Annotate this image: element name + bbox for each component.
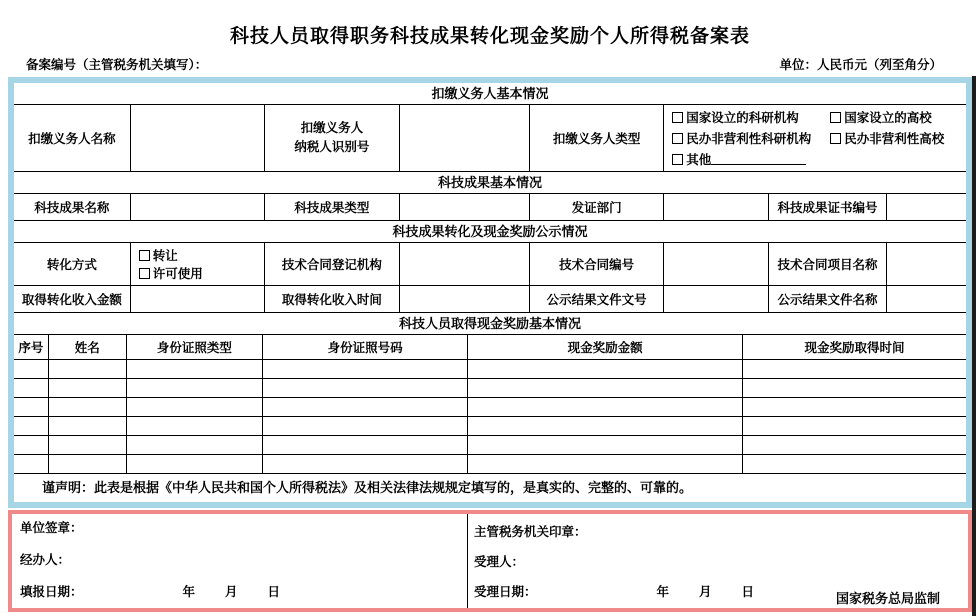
checkbox-icon (830, 112, 841, 123)
page-edge-line (972, 76, 976, 616)
income-time-label: 取得转化收入时间 (265, 286, 399, 313)
record-number-label[interactable]: 备案编号（主管税务机关填写）： (26, 58, 208, 72)
empty-cell[interactable] (126, 398, 262, 417)
col-header-reward-time: 现金奖励取得时间 (743, 335, 966, 360)
table-row (14, 436, 966, 455)
filer-signature-block (12, 514, 468, 608)
checkbox-icon (672, 112, 683, 123)
transform-method-options (130, 243, 264, 286)
checkbox-icon (139, 250, 150, 261)
empty-cell[interactable] (126, 379, 262, 398)
checkbox-other[interactable] (672, 150, 830, 168)
checkbox-private-nonprofit-research-institute[interactable] (672, 129, 830, 147)
authority-seal-label: 主管税务机关印章： (474, 525, 587, 539)
empty-cell[interactable] (743, 398, 966, 417)
withholding-agent-tin-cell[interactable] (399, 105, 529, 172)
empty-cell[interactable] (126, 417, 262, 436)
empty-cell[interactable] (14, 436, 48, 455)
empty-cell[interactable] (743, 379, 966, 398)
empty-cell[interactable] (468, 436, 743, 455)
month-label: 月 (699, 585, 712, 599)
achievement-type-cell[interactable] (399, 194, 529, 221)
declaration-text: 谨声明：此表是根据《中华人民共和国个人所得税法》及相关法律法规规定填写的，是真实的、完整的、可靠的。 (42, 480, 693, 495)
table-row (14, 360, 966, 379)
empty-cell[interactable] (468, 360, 743, 379)
section-title-withholding-agent: 扣缴义务人基本情况 (14, 83, 966, 105)
empty-cell[interactable] (14, 379, 48, 398)
contract-registry-label: 技术合同登记机构 (265, 243, 399, 286)
year-label: 年 (656, 585, 670, 599)
contract-project-name-label: 技术合同项目名称 (769, 243, 886, 286)
income-time-cell[interactable] (399, 286, 529, 313)
checkbox-state-research-institute[interactable] (672, 108, 830, 126)
checkbox-label: 国家设立的高校 (844, 111, 932, 125)
checkbox-icon (830, 133, 841, 144)
checkbox-icon (672, 154, 683, 165)
col-header-id-type: 身份证照类型 (126, 335, 262, 360)
empty-cell[interactable] (743, 360, 966, 379)
contract-project-name-cell[interactable] (886, 243, 966, 286)
table-row (14, 398, 966, 417)
contract-number-label: 技术合同编号 (529, 243, 663, 286)
filing-date-label[interactable]: 填报日期： (20, 585, 83, 599)
empty-cell[interactable] (48, 436, 126, 455)
table-row (14, 455, 966, 474)
col-header-name: 姓名 (48, 335, 126, 360)
checkbox-icon (139, 268, 150, 279)
table-row (14, 417, 966, 436)
empty-cell[interactable] (14, 360, 48, 379)
reward-table-body (14, 360, 966, 474)
withholding-agent-name-label: 扣缴义务人名称 (14, 105, 130, 172)
checkbox-transfer[interactable] (139, 246, 178, 264)
empty-cell[interactable] (263, 379, 468, 398)
year-label: 年 (182, 585, 196, 599)
checkbox-label: 许可使用 (152, 267, 203, 281)
empty-cell[interactable] (468, 417, 743, 436)
contract-number-cell[interactable] (664, 243, 769, 286)
acceptance-date-label[interactable]: 受理日期： (474, 585, 537, 599)
issuer-note: 国家税务总局监制 (835, 591, 940, 606)
empty-cell[interactable] (468, 379, 743, 398)
checkbox-state-university[interactable] (830, 108, 960, 126)
issuing-department-label: 发证部门 (529, 194, 663, 221)
empty-cell[interactable] (743, 455, 966, 474)
currency-unit-label: 单位：人民币元（列至角分） (779, 58, 942, 72)
table-row (14, 286, 966, 313)
checkbox-private-nonprofit-university[interactable] (830, 129, 960, 147)
achievement-name-label: 科技成果名称 (14, 194, 130, 221)
table-row (14, 379, 966, 398)
empty-cell[interactable] (263, 360, 468, 379)
col-header-serial: 序号 (14, 335, 48, 360)
table-row (14, 194, 966, 221)
tin-label-line2: 纳税人识别号 (294, 140, 370, 154)
empty-cell[interactable] (126, 360, 262, 379)
income-amount-label: 取得转化收入金额 (14, 286, 130, 313)
col-header-reward-amount: 现金奖励金额 (468, 335, 743, 360)
checkbox-label: 民办非营利性科研机构 (686, 132, 812, 146)
empty-cell[interactable] (263, 398, 468, 417)
page-title: 科技人员取得职务科技成果转化现金奖励个人所得税备案表 (229, 26, 750, 47)
empty-cell[interactable] (14, 455, 48, 474)
checkbox-label: 其他 (686, 153, 712, 167)
acceptor-label[interactable]: 受理人： (474, 555, 525, 569)
transform-method-label: 转化方式 (14, 243, 130, 286)
contract-registry-cell[interactable] (399, 243, 529, 286)
filing-date-row (20, 582, 459, 600)
empty-cell[interactable] (263, 417, 468, 436)
empty-cell[interactable] (14, 417, 48, 436)
certificate-number-cell[interactable] (886, 194, 966, 221)
empty-cell[interactable] (48, 398, 126, 417)
empty-cell[interactable] (743, 436, 966, 455)
empty-cell[interactable] (126, 436, 262, 455)
checkbox-label: 民办非营利性高校 (844, 132, 945, 146)
issuing-department-cell[interactable] (664, 194, 769, 221)
empty-cell[interactable] (126, 455, 262, 474)
checkbox-label: 国家设立的科研机构 (686, 111, 799, 125)
publicity-doc-name-cell[interactable] (886, 286, 966, 313)
table-row (14, 105, 966, 172)
day-label: 日 (741, 585, 755, 599)
checkbox-icon (672, 133, 683, 144)
handler-label[interactable]: 经办人： (20, 553, 71, 567)
empty-cell[interactable] (468, 455, 743, 474)
empty-cell[interactable] (48, 379, 126, 398)
main-form-table (8, 77, 972, 508)
transformation-table (14, 243, 966, 313)
withholding-agent-tin-label (265, 105, 399, 172)
certificate-number-label: 科技成果证书编号 (769, 194, 886, 221)
empty-cell[interactable] (263, 455, 468, 474)
empty-cell[interactable] (14, 398, 48, 417)
checkbox-license[interactable] (139, 264, 203, 282)
unit-seal-label: 单位签章： (20, 521, 83, 535)
col-header-id-number: 身份证照号码 (263, 335, 468, 360)
publicity-doc-number-label: 公示结果文件文号 (529, 286, 663, 313)
empty-cell[interactable] (48, 455, 126, 474)
achievement-table (14, 194, 966, 221)
cash-reward-table (14, 335, 966, 474)
withholding-agent-type-options (664, 105, 966, 172)
achievement-type-label: 科技成果类型 (265, 194, 399, 221)
month-label: 月 (225, 585, 238, 599)
day-label: 日 (267, 585, 281, 599)
meta-row (0, 49, 980, 77)
empty-cell[interactable] (263, 436, 468, 455)
signature-section (8, 510, 972, 612)
section-title-achievement: 科技成果基本情况 (14, 172, 966, 194)
table-header-row (14, 335, 966, 360)
section-title-cash-reward: 科技人员取得现金奖励基本情况 (14, 313, 966, 335)
empty-cell[interactable] (48, 360, 126, 379)
section-title-transformation: 科技成果转化及现金奖励公示情况 (14, 221, 966, 243)
withholding-agent-name-cell[interactable] (130, 105, 264, 172)
publicity-doc-number-cell[interactable] (664, 286, 769, 313)
publicity-doc-name-label: 公示结果文件名称 (769, 286, 886, 313)
tin-label-line1: 扣缴义务人 (300, 120, 364, 135)
empty-cell[interactable] (468, 398, 743, 417)
income-amount-cell[interactable] (130, 286, 264, 313)
table-row (14, 243, 966, 286)
achievement-name-cell[interactable] (130, 194, 264, 221)
withholding-agent-table (14, 105, 966, 172)
withholding-agent-type-label: 扣缴义务人类型 (529, 105, 663, 172)
empty-cell[interactable] (743, 417, 966, 436)
checkbox-label: 转让 (152, 249, 178, 263)
empty-cell[interactable] (48, 417, 126, 436)
other-fill-line[interactable] (711, 153, 806, 165)
